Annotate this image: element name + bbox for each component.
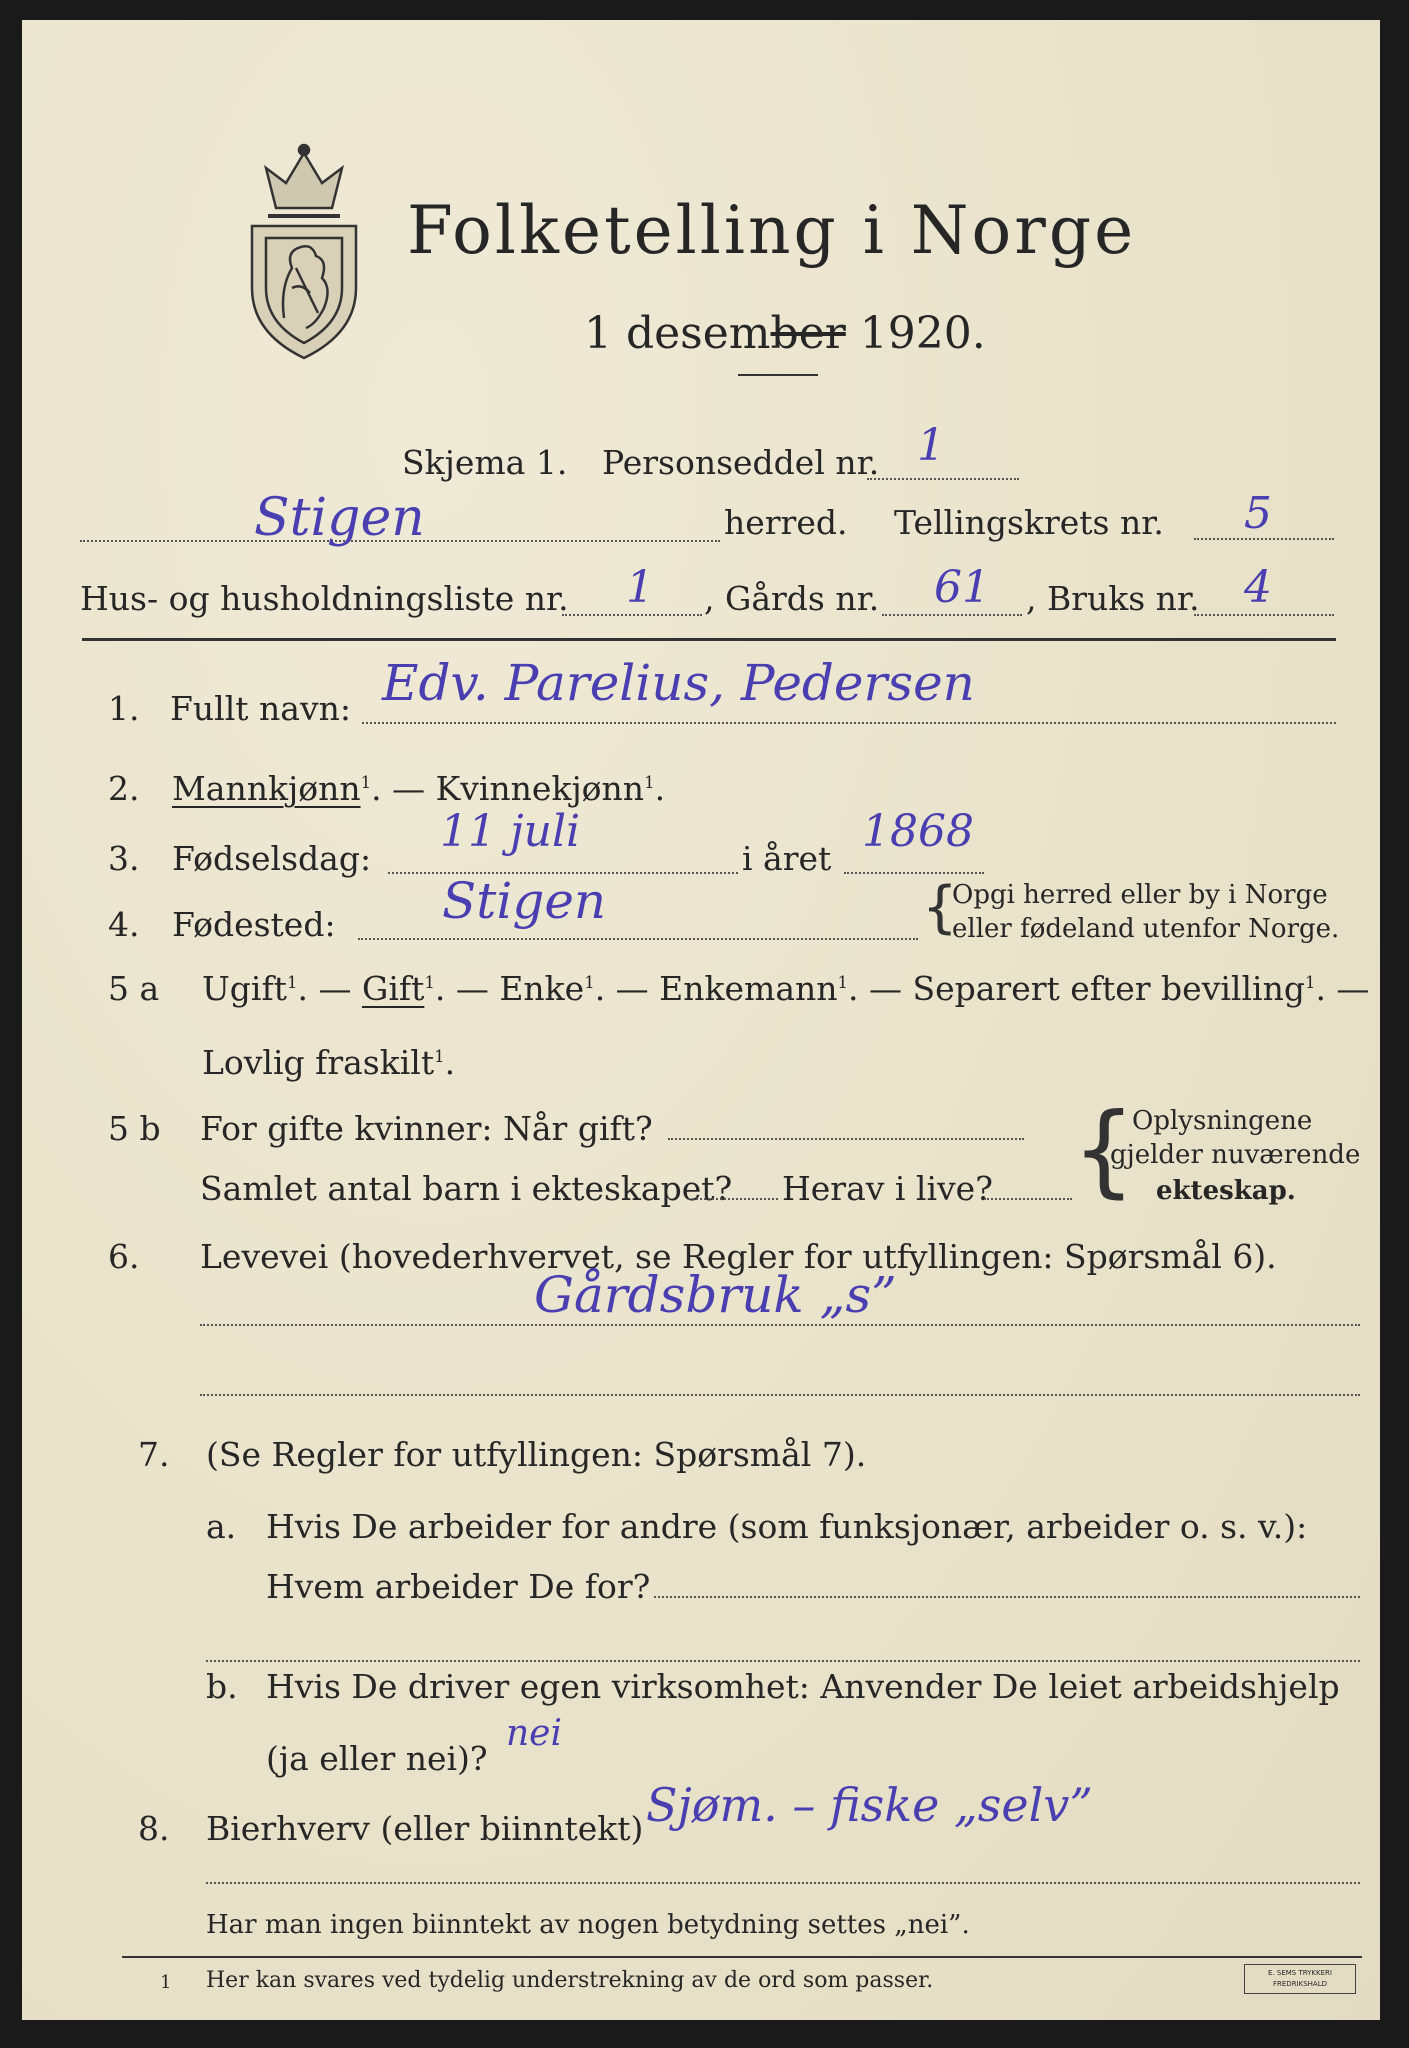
q5a-enkemann: — Enkemann [615,969,838,1008]
q7b-letter: b. [206,1667,238,1706]
gards-line [882,614,1022,616]
q5a-options: Ugift$^1$. — Gift$^1$. — Enke$^1$. — Enkemann$^1$. — Separert efter bevilling$^1$. — [202,969,1370,1008]
date-year: 1920. [859,308,986,359]
q2-female-option: — Kvinnekjønn [392,769,645,808]
q3-label: Fødselsdag: [172,839,372,878]
q7a-text: Hvis De arbeider for andre (som funksjonær, arbeider o. s. v.): [266,1507,1308,1546]
hus-value: 1 [626,562,654,613]
title-divider [738,374,818,376]
q7a-who-line [654,1596,1360,1598]
q5b-note-2: gjelder nuværende [1110,1140,1361,1170]
q5b-barn-label: Samlet antal barn i ekteskapet? [200,1169,733,1208]
q4-note-1: Opgi herred eller by i Norge [952,880,1328,910]
q3-year-label: i året [742,839,832,878]
personseddel-label: Personseddel nr. [602,443,880,482]
gards-value: 61 [934,562,990,613]
q4-line [358,938,918,940]
footer-divider [122,1956,1362,1958]
tellingskrets-value: 5 [1244,488,1272,539]
q5a-fraskilt: Lovlig fraskilt$^1$. [202,1043,456,1082]
q1-value: Edv. Parelius, Pedersen [382,654,975,712]
q5b-note-3: ekteskap. [1156,1176,1296,1206]
bruks-label: , Bruks nr. [1026,579,1200,618]
q3-year-value: 1868 [862,806,974,857]
gards-label: , Gårds nr. [704,579,880,618]
hus-label: Hus- og husholdningsliste nr. [80,579,569,618]
q1-line [362,722,1336,724]
q7a-letter: a. [206,1507,237,1546]
q1-number: 1. [108,689,140,728]
q3-year-line [844,872,984,874]
q7-label: (Se Regler for utfyllingen: Spørsmål 7). [206,1435,867,1474]
q8-label: Bierhverv (eller biinntekt) [206,1809,644,1848]
personseddel-line [867,478,1019,480]
q3-number: 3. [108,839,140,878]
q6-line-2 [200,1394,1360,1396]
q6-number: 6. [108,1237,140,1276]
tellingskrets-label: Tellingskrets nr. [894,503,1164,542]
q5b-number: 5 b [108,1109,161,1148]
q5b-note-1: Oplysningene [1132,1106,1313,1136]
q6-value: Gårdsbruk „s” [534,1266,897,1324]
q3-value: 11 juli [440,806,581,857]
q4-brace: { [922,875,958,940]
q5a-number: 5 a [108,969,160,1008]
printer-stamp-line-1: E. SEMS TRYKKERI [1268,1969,1332,1977]
q2-sup-1: 1 [360,773,372,792]
q2-sup-2: 1 [644,773,655,792]
q7a-who: Hvem arbeider De for? [266,1567,651,1606]
printer-stamp-line-2: FREDRIKSHALD [1272,1980,1327,1988]
q4-number: 4. [108,905,140,944]
q5a-dash: — [318,969,352,1008]
q8-number: 8. [138,1809,170,1848]
herred-value: Stigen [254,488,425,548]
q2-number: 2. [108,769,140,808]
coat-of-arms-icon [236,138,372,362]
q4-note-2: eller fødeland utenfor Norge. [952,914,1340,944]
q5a-ugift: Ugift [202,969,287,1008]
census-form-sheet [22,20,1380,2020]
q5b-live-line [984,1198,1072,1200]
bruks-value: 4 [1244,562,1272,613]
q5a-gift: Gift [361,969,425,1008]
q5b-label: For gifte kvinner: Når gift? [200,1109,653,1148]
q5b-live-label: Herav i live? [782,1169,993,1208]
q4-value: Stigen [442,872,607,930]
bruks-line [1194,614,1334,616]
footer-note: Har man ingen biinntekt av nogen betydning settes „nei”. [206,1910,970,1940]
q7a-line-2 [206,1660,1360,1662]
q5b-brace: { [1072,1091,1136,1208]
herred-label: herred. [724,503,848,542]
q2-options: Mannkjønn$^1$. — Kvinnekjønn$^1$. [172,769,666,808]
q7b-text: Hvis De driver egen virksomhet: Anvender De leiet arbeidshjelp [266,1667,1340,1706]
q5b-barn-line [688,1198,778,1200]
q6-line-1 [200,1324,1360,1326]
q1-label: Fullt navn: [170,689,351,728]
q5a-fraskilt-label: Lovlig fraskilt [202,1043,435,1082]
date-prefix: 1 desem [584,308,771,359]
q4-label: Fødested: [172,905,336,944]
printer-stamp [1244,1964,1356,1994]
q5b-married-line [668,1138,1024,1140]
footnote-number: 1 [160,1972,172,1993]
q7b-yn: (ja eller nei)? [266,1739,488,1778]
census-date [584,308,986,359]
meta-divider [82,638,1336,641]
q8-value: Sjøm. – fiske „selv” [646,1778,1093,1832]
q6-label: Levevei (hovederhvervet, se Regler for utfyllingen: Spørsmål 6). [200,1237,1277,1276]
q7-number: 7. [138,1435,170,1474]
skjema-label: Skjema 1. [402,443,568,482]
q7b-value: nei [506,1713,563,1754]
q2-male-option: Mannkjønn [172,769,361,808]
personseddel-value: 1 [917,420,945,471]
q5a-separert: — Separert efter bevilling [869,969,1305,1008]
date-struck: ber [770,308,846,359]
page-title: Folketelling i Norge [407,192,1137,269]
q8-line-2 [206,1882,1360,1884]
footnote-text: Her kan svares ved tydelig understrekning av de ord som passer. [206,1968,934,1993]
q5a-enke: — Enke [455,969,585,1008]
hus-line [562,614,702,616]
